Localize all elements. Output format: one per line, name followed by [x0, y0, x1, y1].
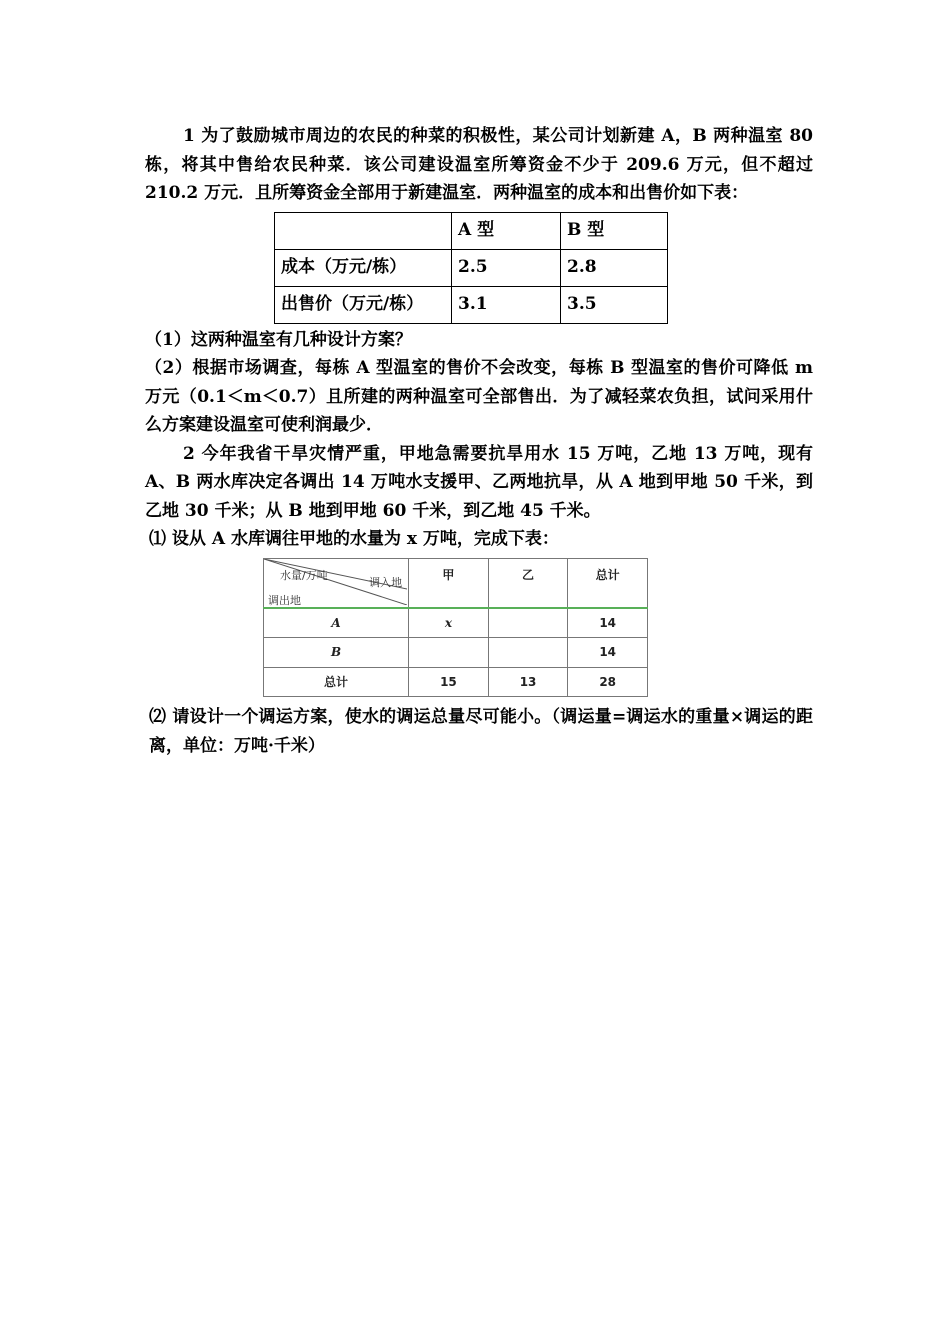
table-cell	[275, 212, 452, 249]
table-cell: 15	[409, 667, 489, 697]
table-header-row	[264, 558, 648, 608]
table-cell: x	[409, 608, 489, 638]
problem2-intro: 2 今年我省干旱灾情严重，甲地急需要抗旱用水 15 万吨，乙地 13 万吨，现有 A、B 两水库决定各调出 14 万吨水支援甲、乙两地抗旱，从 A 地到甲地 50 千米，到乙地 30 千米；从 B 地到甲地 60 千米，到乙地 45 千米。	[145, 443, 813, 521]
corner-label-source: 调出地	[268, 593, 301, 607]
table-cell: 成本（万元/栋）	[275, 249, 452, 286]
corner-label-destination: 调入地	[369, 575, 403, 589]
table-header-total: 总计	[568, 558, 648, 608]
table-cell: 13	[488, 667, 568, 697]
problem2-table-image	[263, 558, 648, 698]
table-header-b: B 型	[561, 212, 668, 249]
table-cell: 28	[568, 667, 648, 697]
table-cell: 3.1	[452, 286, 561, 323]
problem1-table	[274, 212, 668, 324]
table-cell: 总计	[264, 667, 409, 697]
corner-label-quantity: 水量/万吨	[280, 568, 328, 582]
table-cell: 2.5	[452, 249, 561, 286]
table-header-jia: 甲	[409, 558, 489, 608]
problem1-intro: 1 为了鼓励城市周边的农民的种菜的积极性，某公司计划新建 A，B 两种温室 80 栋，将其中售给农民种菜．该公司建设温室所筹资金不少于 209.6 万元，但不超过 210.2 万元．且所筹资金全部用于新建温室．两种温室的成本和出售价如下表：	[145, 126, 813, 203]
table-cell: B	[264, 638, 409, 668]
diagonal-header-cell	[264, 558, 409, 608]
table-cell: 出售价（万元/栋）	[275, 286, 452, 323]
table-header-row	[275, 212, 668, 249]
document-content	[145, 122, 813, 760]
table-cell	[488, 608, 568, 638]
table-cell: 14	[568, 608, 648, 638]
table-cell	[409, 638, 489, 668]
table-row	[264, 608, 648, 638]
table-cell: 3.5	[561, 286, 668, 323]
table-cell: 14	[568, 638, 648, 668]
table-row	[275, 249, 668, 286]
table-row	[275, 286, 668, 323]
problem2-table	[263, 558, 648, 698]
table-cell: A	[264, 608, 409, 638]
table-row	[264, 667, 648, 697]
problem2-question1: ⑴ 设从 A 水库调往甲地的水量为 x 万吨，完成下表：	[149, 529, 559, 549]
table-cell	[488, 638, 568, 668]
table-header-a: A 型	[452, 212, 561, 249]
table-cell: 2.8	[561, 249, 668, 286]
table-row	[264, 638, 648, 668]
problem1-question1: （1）这两种温室有几种设计方案？	[145, 329, 412, 350]
table-header-yi: 乙	[488, 558, 568, 608]
problem2-question2: ⑵ 请设计一个调运方案，使水的调运总量尽可能小。（调运量=调运水的重量×调运的距离，单位：万吨·千米）	[149, 707, 813, 756]
problem1-question2: （2）根据市场调查，每栋 A 型温室的售价不会改变，每栋 B 型温室的售价可降低 m 万元（0.1＜m＜0.7）且所建的两种温室可全部售出．为了减轻菜农负担，试问采用什么方案建设温室可使利润最少．	[145, 358, 813, 435]
